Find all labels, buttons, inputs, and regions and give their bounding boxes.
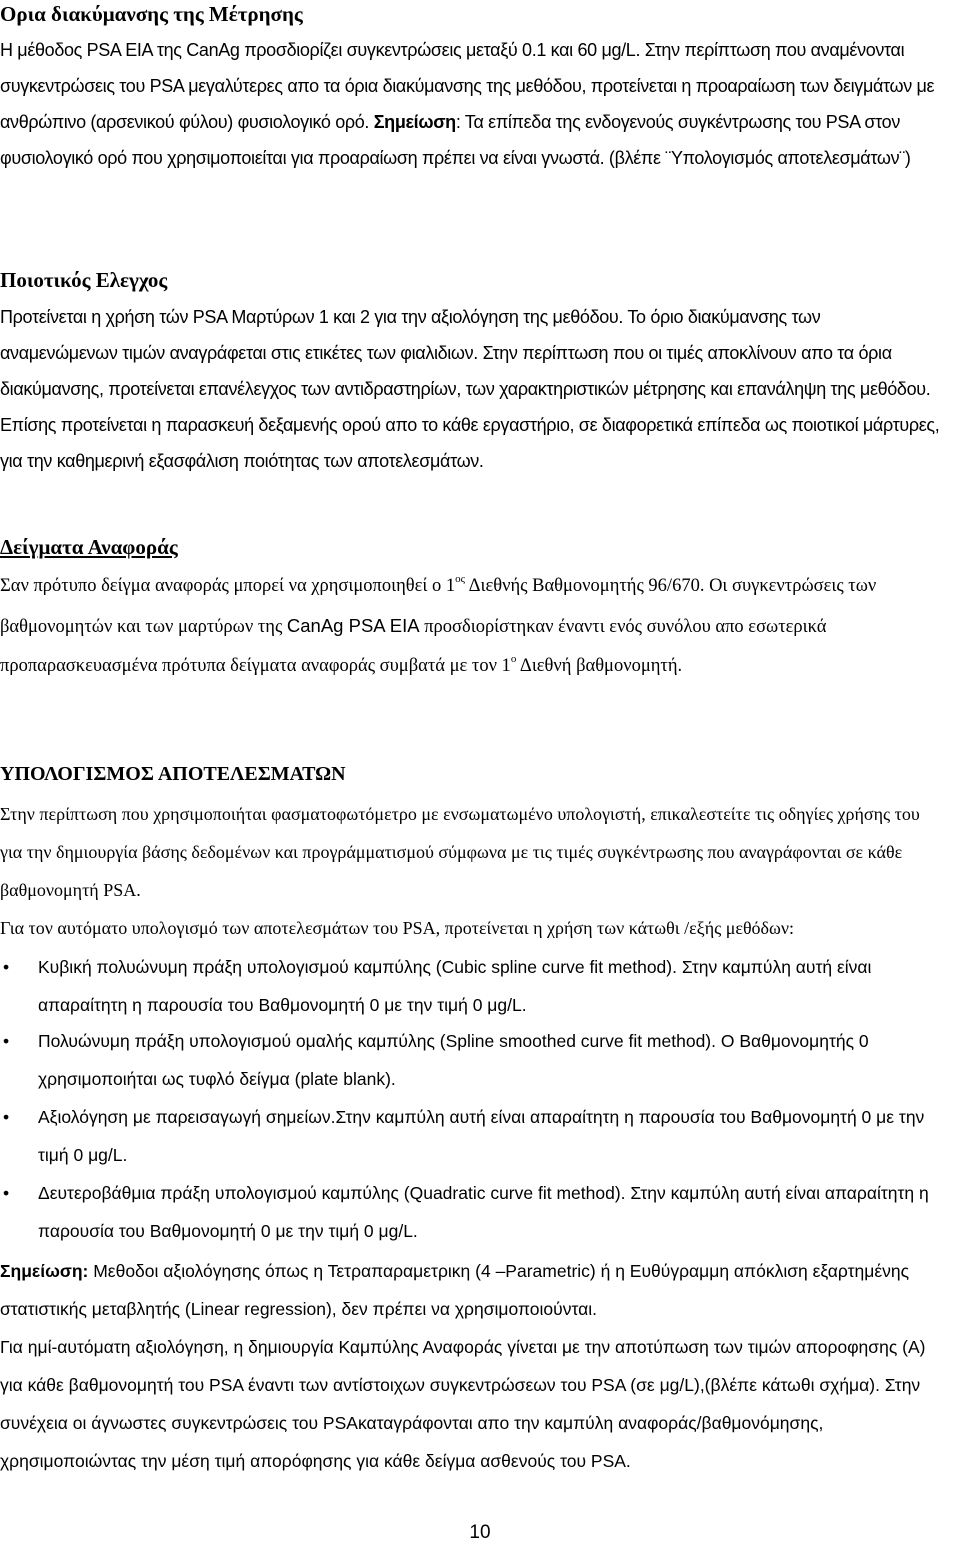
method-bullet (0, 948, 940, 1024)
results-paragraph-1: Στην περίπτωση που χρησιμοποιήται φασματοφωτόμετρο με ενσωματωμένο υπολογιστή, επικαλεστείτε τις οδηγίες χρήσης του για την δημιουργία βάσης δεδομένων και προγράμματισμού σύμφωνα με τις τιμές συγκέντρωσης που αναγράφονται σε κάθε βαθμονομητή PSA. (0, 804, 920, 900)
section-heading-results: ΥΠΟΛΟΓΙΣΜΟΣ ΑΠΟΤΕΛΕΣΜΑΤΩΝ (0, 763, 346, 785)
bullet-icon: • (3, 1107, 10, 1127)
ref-product-name: CanAg PSA EIA (286, 615, 420, 636)
method-bullet-text: Αξιολόγηση με παρεισαγωγή σημείων.Στην καμπύλη αυτή είναι απαραίτητη η παρουσία του Βαθμονομητή 0 με την τιμή 0 μg/L. (38, 1107, 925, 1165)
method-bullet (0, 1022, 940, 1098)
section-heading-quality-control: Ποιοτικός Ελεγχος (0, 268, 168, 292)
section-heading-detection-range: Ορια διακύμανσης της Μέτρησης (0, 2, 303, 26)
results-paragraph-2: Για τον αυτόματο υπολογισμό των αποτελεσμάτων του PSA, προτείνεται η χρήση των κάτωθι /εξής μεθόδων: (0, 918, 795, 938)
method-bullet-text: Κυβική πολυώνυμη πράξη υπολογισμού καμπύλης (Cubic spline curve fit method). Στην καμπύλη αυτή είναι απαραίτητη η παρουσία του Βαθμονομητή 0 με την τιμή 0 μg/L. (38, 957, 872, 1015)
ref-text-5: Διεθνή βαθμονομητή. (516, 656, 683, 676)
page-number: 10 (469, 1522, 491, 1543)
method-bullet (0, 1174, 940, 1250)
method-bullet-text: Πολυώνυμη πράξη υπολογισμού ομαλής καμπύλης (Spline smoothed curve fit method). Ο Βαθμονομητής 0 χρησιμοποιήται ως τυφλό δείγμα (plate blank). (38, 1031, 869, 1089)
reference-samples-paragraph (0, 567, 940, 686)
ref-sup-1: ος (455, 572, 465, 585)
note-label: Σημείωση (373, 112, 456, 132)
results-paragraph-3: Για ημί-αυτόματη αξιολόγηση, η δημιουργία Καμπύλης Αναφοράς γίνεται με την αποτύπωση των τιμών αποροφησης (A) για κάθε βαθμονομητή του PSA έναντι των αντίστοιχων συγκεντρώσεων του PSA (σε μg/L),(βλέπε κάτωθι σχήμα). Στην συνέχεια οι άγνωστες συγκεντρώσεις του PSAκαταγράφονται απο την καμπύλη αναφοράς/βαθμονόμησης, χρησιμοποιώντας την μέση τιμή απορόφησης για κάθε δείγμα ασθενούς του PSA. (0, 1337, 926, 1471)
section-heading-reference-samples: Δείγματα Αναφοράς (0, 535, 178, 559)
detection-range-text: Η μέθοδος PSA EIA της CanAg προσδιορίζει συγκεντρώσεις μεταξύ 0.1 και 60 μg/L. Στην περίπτωση που αναμένονται συγκεντρώσεις του PSA μεγαλύτερες απο τα όρια διακύμανσης της μεθόδου, προτείνεται η προαραίωση των δειγμάτων με ανθρώπινο (αρσενικού φύλου) φυσιολογικό ορό. (0, 40, 935, 132)
bullet-icon: • (3, 957, 10, 977)
quality-control-paragraph: Προτείνεται η χρήση τών PSA Μαρτύρων 1 και 2 για την αξιολόγηση της μεθόδου. Το όριο διακύμανσης των αναμενώμενων τιμών αναγράφεται στις ετικέτες των φιαλιδιων. Στην περίπτωση που οι τιμές αποκλίνουν απο τα όρια διακύμανσης, προτείνεται επανέλεγχος των αντιδραστηρίων, των χαρακτηριστικών μέτρησης και επανάληψη της μεθόδου. Επίσης προτείνεται η παρασκευή δεξαμενής ορού απο το κάθε εργαστήριο, σε διαφορετικά επίπεδα ως ποιοτικοί μάρτυρες, για την καθημερινή εξασφάλιση ποιότητας των αποτελεσμάτων. (0, 307, 940, 471)
ref-text-2: Διεθνής Βαθμονομητής 96/670. Οι συγκεντρώσεις των βαθμονομητών και των μαρτύρων της (0, 576, 877, 637)
method-bullet-text: Δευτεροβάθμια πράξη υπολογισμού καμπύλης (Quadratic curve fit method). Στην καμπύλη αυτή είναι απαραίτητη η παρουσία του Βαθμονομητή 0 με την τιμή 0 μg/L. (38, 1183, 929, 1241)
ref-sup-2: ο (510, 652, 517, 665)
method-bullet (0, 1098, 940, 1174)
detection-range-paragraph (0, 32, 940, 176)
results-note-label: Σημείωση: (0, 1261, 89, 1281)
ref-text-1: Σαν πρότυπο δείγμα αναφοράς μπορεί να χρησιμοποιηθεί ο 1 (0, 576, 456, 596)
bullet-icon: • (3, 1031, 10, 1051)
note-text: : Τα επίπεδα της ενδογενούς συγκέντρωσης του PSA στον φυσιολογικό ορό που χρησιμοποιείται για προαραίωση πρέπει να είναι γνωστά. (βλέπε ¨Υπολογισμός αποτελεσμάτων¨) (0, 112, 911, 168)
results-note (0, 1252, 940, 1328)
ref-text-4: προσδιορίστηκαν έναντι ενός συνόλου απο εσωτερικά προπαρασκευασμένα πρότυπα δείγματα αναφοράς συμβατά με τον 1 (0, 617, 827, 676)
bullet-icon: • (3, 1183, 10, 1203)
results-note-text: Μεθοδοι αξιολόγησης όπως η Τετραπαραμετρικη (4 –Parametric) ή η Ευθύγραμμη απόκλιση εξαρτημένης στατιστικής μεταβλητής (Linear regression), δεν πρέπει να χρησιμοποιούνται. (0, 1261, 910, 1319)
